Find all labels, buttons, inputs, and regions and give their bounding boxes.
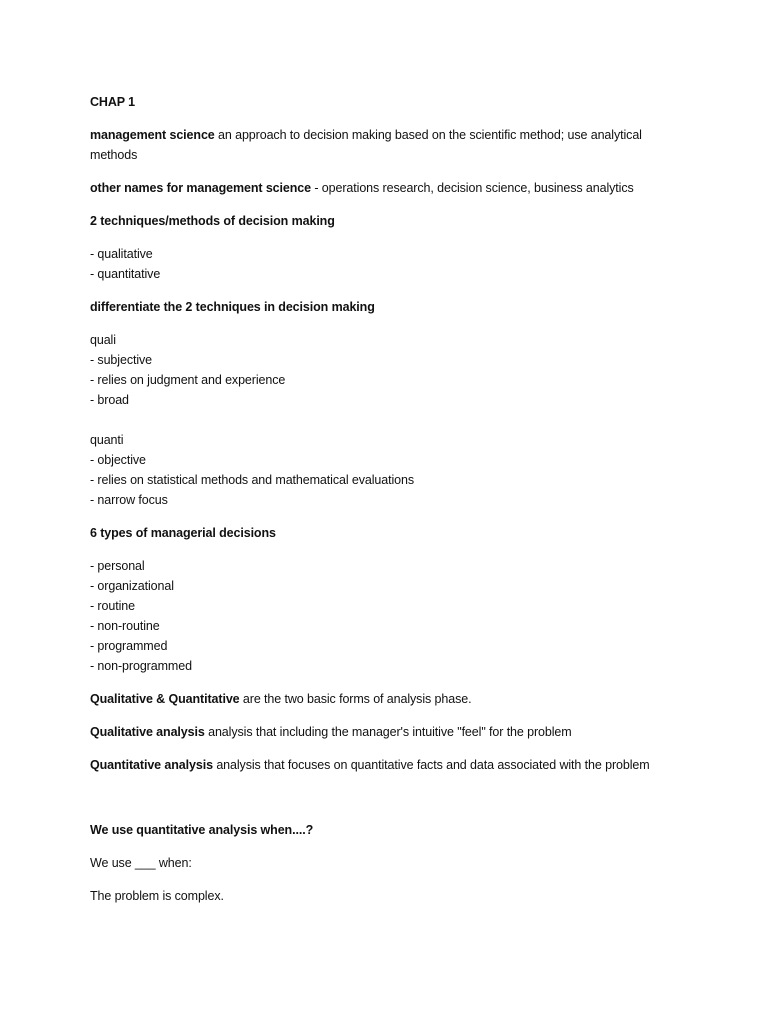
decision-item: - non-routine bbox=[90, 619, 160, 633]
question-heading: We use quantitative analysis when....? bbox=[90, 823, 314, 837]
quali-label: quali bbox=[90, 333, 116, 347]
differentiate-heading: differentiate the 2 techniques in decision making bbox=[90, 300, 375, 314]
quantitative-analysis-text: analysis that focuses on quantitative facts and data associated with the problem bbox=[212, 758, 650, 772]
decision-item: - non-programmed bbox=[90, 659, 192, 673]
forms-text: are the two basic forms of analysis phase. bbox=[239, 692, 472, 706]
qualitative-analysis-term: Qualitative analysis bbox=[90, 725, 205, 739]
quanti-label: quanti bbox=[90, 433, 124, 447]
mgmt-science-definition: an approach to decision making based on the scientific method; use analytical bbox=[218, 128, 642, 142]
chapter-title: CHAP 1 bbox=[90, 95, 136, 109]
answer-first: The problem is complex. bbox=[90, 889, 224, 903]
techniques-item-qualitative: - qualitative bbox=[90, 247, 153, 261]
mgmt-science-definition-line1 bbox=[90, 125, 690, 145]
quanti-item: - relies on statistical methods and mathematical evaluations bbox=[90, 473, 415, 487]
quali-item: - subjective bbox=[90, 353, 153, 367]
quantitative-analysis-line bbox=[90, 755, 690, 775]
qualitative-analysis-line bbox=[90, 722, 690, 742]
decision-item: - programmed bbox=[90, 639, 168, 653]
other-names-line bbox=[90, 178, 690, 198]
decision-item: - organizational bbox=[90, 579, 174, 593]
qualitative-analysis-text: analysis that including the manager's intuitive "feel" for the problem bbox=[204, 725, 572, 739]
quantitative-analysis-term: Quantitative analysis bbox=[90, 758, 213, 772]
quali-item: - relies on judgment and experience bbox=[90, 373, 286, 387]
other-names-term: other names for management science bbox=[90, 181, 311, 195]
decision-item: - routine bbox=[90, 599, 135, 613]
quali-item: - broad bbox=[90, 393, 129, 407]
decision-item: - personal bbox=[90, 559, 145, 573]
decisions-heading: 6 types of managerial decisions bbox=[90, 526, 276, 540]
techniques-item-quantitative: - quantitative bbox=[90, 267, 161, 281]
mgmt-science-definition-line2: methods bbox=[90, 148, 138, 162]
forms-line bbox=[90, 689, 690, 709]
other-names-text: - operations research, decision science, business analytics bbox=[314, 181, 634, 195]
mgmt-science-term: management science bbox=[90, 128, 215, 142]
quanti-item: - narrow focus bbox=[90, 493, 168, 507]
forms-term: Qualitative & Quantitative bbox=[90, 692, 240, 706]
answer-intro: We use ___ when: bbox=[90, 856, 192, 870]
quanti-item: - objective bbox=[90, 453, 146, 467]
techniques-heading: 2 techniques/methods of decision making bbox=[90, 214, 335, 228]
